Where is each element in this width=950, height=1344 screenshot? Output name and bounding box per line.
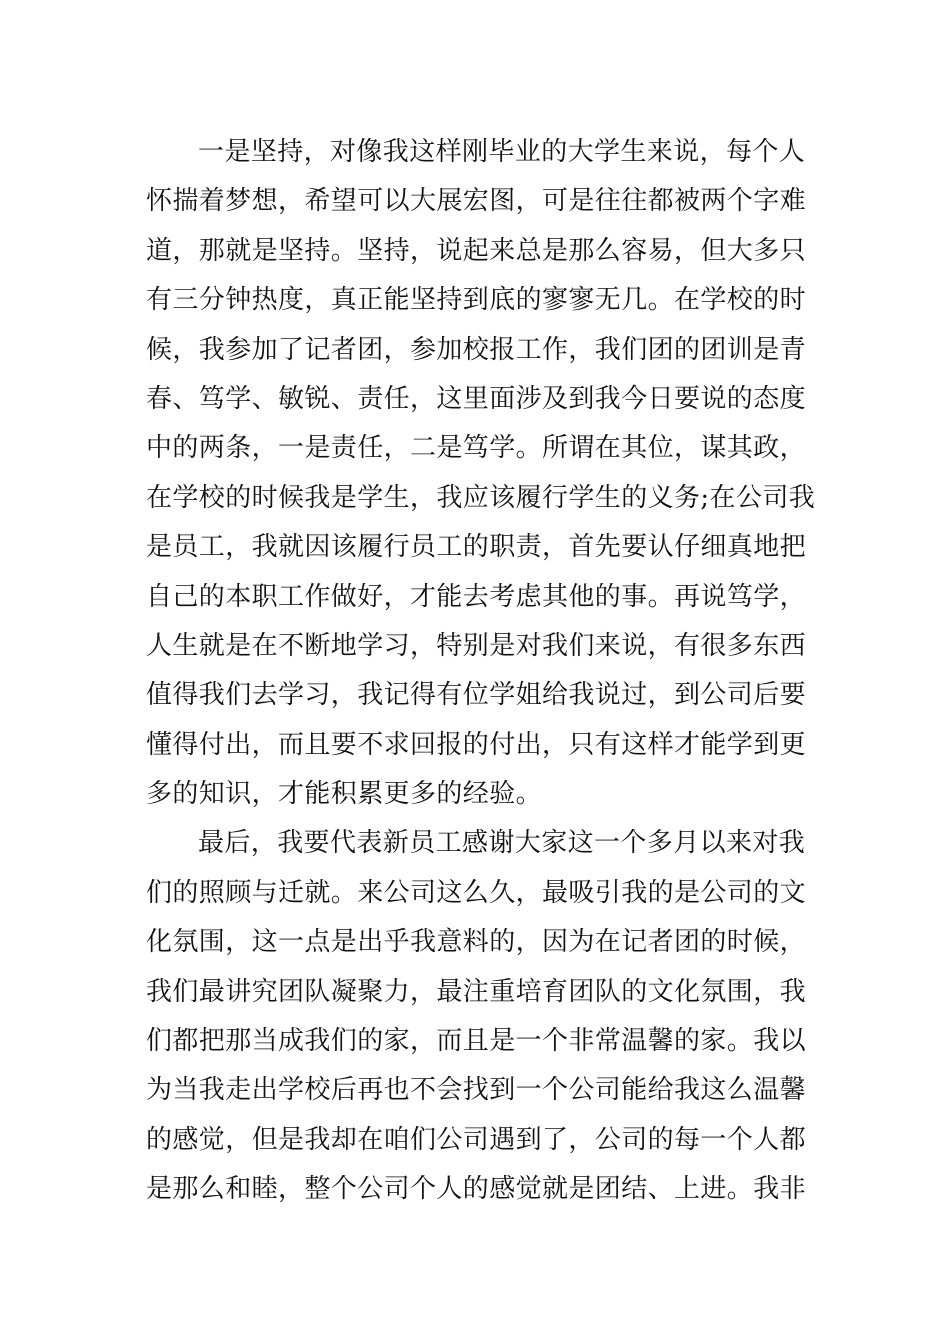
paragraph-1-line-3: 道，那就是坚持。坚持，说起来总是那么容易，但大多只 [146,235,807,266]
paragraph-2-line-1: 最后，我要代表新员工感谢大家这一个多月以来对我 [198,828,806,859]
paragraph-1-line-9: 是员工，我就因该履行员工的职责，首先要认仔细真地把 [146,532,807,563]
paragraph-1-line-1: 一是坚持，对像我这样刚毕业的大学生来说，每个人 [198,137,806,167]
paragraph-1-line-4: 有三分钟热度，真正能坚持到底的寥寥无几。在学校的时 [146,285,807,316]
paragraph-2-line-8: 是那么和睦，整个公司个人的感觉就是团结、上进。我非 [146,1174,807,1205]
paragraph-2-line-3: 化氛围，这一点是出乎我意料的，因为在记者团的时候， [146,927,807,958]
paragraph-1-line-14: 多的知识，才能积累更多的经验。 [146,779,543,810]
paragraph-2-line-5: 们都把那当成我们的家，而且是一个非常温馨的家。我以 [146,1026,807,1057]
paragraph-2-line-2: 们的照顾与迁就。来公司这么久，最吸引我的是公司的文 [146,877,807,908]
paragraph-1-line-8: 在学校的时候我是学生，我应该履行学生的义务;在公司我 [146,482,816,513]
paragraph-1-line-12: 值得我们去学习，我记得有位学姐给我说过，到公司后要 [146,680,807,711]
paragraph-1-line-13: 懂得付出，而且要不求回报的付出，只有这样才能学到更 [146,729,807,760]
paragraph-1-line-10: 自己的本职工作做好，才能去考虑其他的事。再说笃学， [146,581,807,612]
paragraph-1-line-2: 怀揣着梦想，希望可以大展宏图，可是往往都被两个字难 [146,186,807,217]
paragraph-2-line-4: 我们最讲究团队凝聚力，最注重培育团队的文化氛围，我 [146,976,807,1007]
paragraph-2-line-6: 为当我走出学校后再也不会找到一个公司能给我这么温馨 [146,1075,807,1106]
paragraph-2-line-7: 的感觉，但是我却在咱们公司遇到了，公司的每一个人都 [146,1124,807,1155]
paragraph-1-line-11: 人生就是在不断地学习，特别是对我们来说，有很多东西 [146,630,807,661]
paragraph-1-line-7: 中的两条，一是责任，二是笃学。所谓在其位，谋其政， [146,433,807,464]
paragraph-1-line-6: 春、笃学、敏锐、责任，这里面涉及到我今日要说的态度 [146,383,807,414]
paragraph-1-line-5: 候，我参加了记者团，参加校报工作，我们团的团训是青 [146,334,807,365]
body-text [146,128,816,1215]
